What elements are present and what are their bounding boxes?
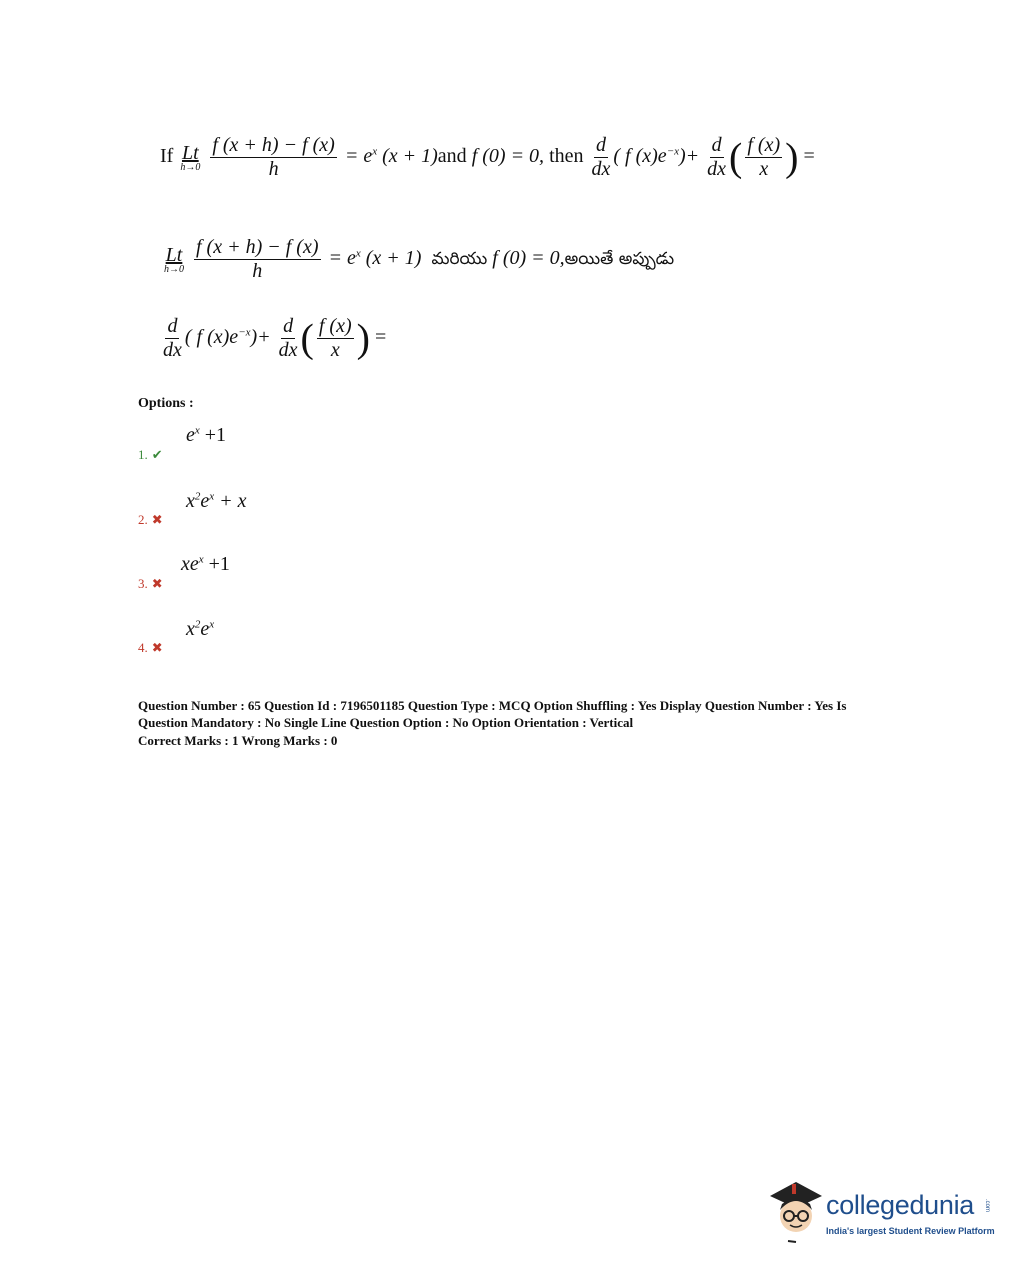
option-2-expression: $x^2e^x + x$ — [186, 490, 247, 512]
collegedunia-mascot-icon — [766, 1178, 826, 1246]
option-1-expression: $e^x +1$ — [186, 424, 227, 446]
option-3-expression: $xe^x +1$ — [181, 553, 230, 575]
difference-quotient-te: $\frac{f (x + h) - f (x)}{h}$ — [196, 236, 319, 282]
question-metadata: Question Number : 65 Question Id : 7196501185 Question Type : MCQ Option Shuffling : Yes Display Question Number : Yes Is Question Mandatory : No Single Line Question Option : No Option Orientation : Vertical Correct Marks : 1 Wrong Marks : 0 — [138, 698, 847, 748]
derivative-operator-2: $\frac{d}{dx}$ — [707, 134, 727, 180]
option-4-marker[interactable]: 4. ✖ — [138, 640, 163, 655]
brand-domain: .com — [984, 1199, 990, 1213]
option-3-marker[interactable]: 3. ✖ — [138, 576, 163, 591]
derivative-operator: $\frac{d}{dx}$ — [591, 134, 611, 180]
limit-operator: Lt h→0 — [180, 141, 201, 173]
brand-tagline: India's largest Student Review Platform — [826, 1226, 995, 1236]
if-word: If — [160, 145, 174, 168]
option-2-marker[interactable]: 2. ✖ — [138, 512, 163, 527]
cross-icon: ✖ — [151, 640, 163, 655]
fx-over-x: $\frac{f (x)}{x}$ — [747, 134, 781, 180]
limit-operator-te: Lt h→0 — [164, 243, 184, 275]
cross-icon: ✖ — [151, 512, 163, 527]
question-telugu: Lt h→0 $\frac{f (x + h) - f (x)}{h}$ = $e^x$ (x + 1) మరియు f (0) = 0,అయితే అప్పుడు — [164, 236, 675, 282]
check-icon: ✔ — [151, 447, 163, 462]
telugu-then: అయితే అప్పుడు — [564, 249, 675, 270]
cross-icon: ✖ — [151, 576, 163, 591]
options-heading: Options : — [138, 396, 194, 411]
brand-name: collegedunia — [826, 1190, 975, 1220]
difference-quotient: $\frac{f (x + h) - f (x)}{h}$ — [212, 134, 335, 180]
question-english: If Lt h→0 $\frac{f (x + h) - f (x)}{h}$ = $e^x$ (x + 1)and f (0) = 0, then $\frac{d}{dx}$ ( f $(x)e^{-x})+$ $\frac{d}{dx}$ ( $\frac{f (x)}{x}$ ) = — [160, 134, 815, 180]
option-4-expression: $x^2e^x$ — [186, 618, 215, 640]
question-telugu-expression: $\frac{d}{dx}$ ( f $(x)e^{-x})+$ $\frac{d}{dx}$ ( $\frac{f (x)}{x}$ ) = — [163, 315, 387, 361]
option-1-marker[interactable]: 1. ✔ — [138, 447, 163, 462]
telugu-and: మరియు — [431, 249, 488, 270]
